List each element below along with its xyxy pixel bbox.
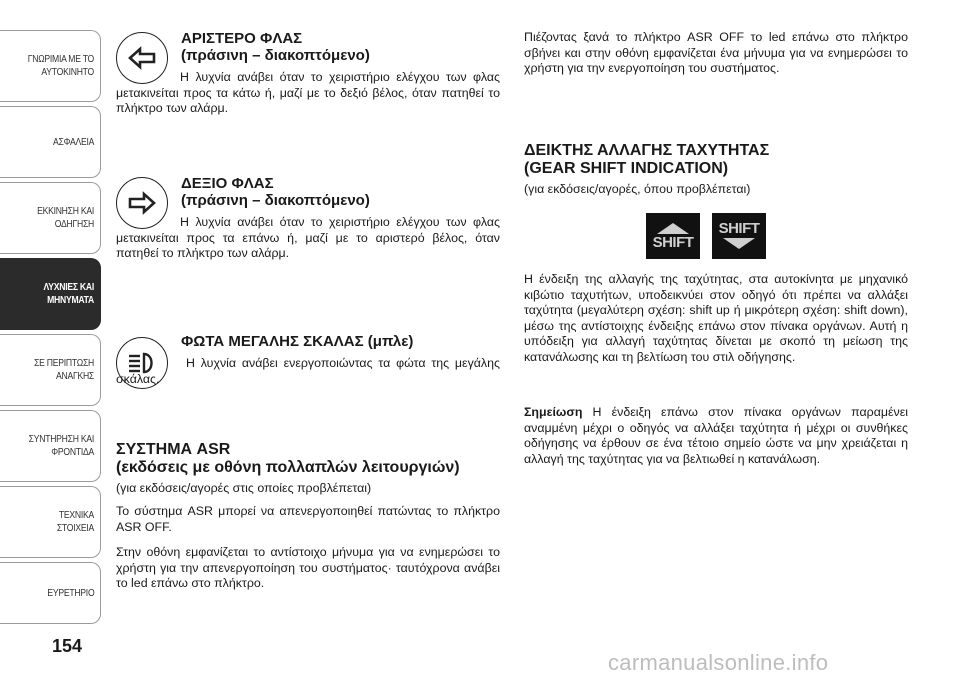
tab-emergency[interactable]: ΣΕ ΠΕΡΙΠΤΩΣΗ ΑΝΑΓΚΗΣ — [0, 334, 101, 406]
gsi-note — [524, 405, 908, 467]
shift-down-indicator — [712, 213, 766, 259]
shift-down-label: SHIFT — [718, 220, 760, 237]
asr-paragraph-2: Στην οθόνη εμφανίζεται το αντίστοιχο μήνυμα για να ενημερώσει το χρήστη για την απενεργοποίηση του συστήματος· ταυτόχρονα ανάβει το led επάνω στο πλήκτρο. — [116, 545, 500, 590]
triangle-down-icon — [719, 237, 759, 251]
tab-starting-driving[interactable]: ΕΚΚΙΝΗΣΗ ΚΑΙ ΟΔΗΓΗΣΗ — [0, 182, 101, 254]
high-beam-text: Η λυχνία ανάβει ενεργοποιώντας τα φώτα της μεγάλης σκάλας. — [116, 356, 500, 386]
gsi-subtitle: (για εκδόσεις/αγορές, όπου προβλέπεται) — [524, 182, 751, 196]
page-number: 154 — [52, 636, 83, 656]
right-turn-title: ΔΕΞΙΟ ΦΛΑΣ — [181, 175, 274, 192]
tab-maintenance[interactable]: ΣΥΝΤΗΡΗΣΗ ΚΑΙ ΦΡΟΝΤΙΔΑ — [0, 410, 101, 482]
asr-subtitle: (για εκδόσεις/αγορές στις οποίες προβλέπεται) — [116, 481, 372, 495]
shift-up-indicator — [646, 213, 700, 259]
left-turn-subtitle: (πράσινη – διακοπτόμενο) — [181, 47, 370, 64]
tab-technical[interactable]: ΤΕΧΝΙΚΑ ΣΤΟΙΧΕΙΑ — [0, 486, 101, 558]
left-turn-title: ΑΡΙΣΤΕΡΟ ΦΛΑΣ — [181, 30, 303, 47]
asr-title-2: (εκδόσεις με οθόνη πολλαπλών λειτουργιών) — [116, 459, 460, 476]
note-label: Σημείωση — [524, 405, 583, 419]
tab-index[interactable]: ΕΥΡΕΤΗΡΙΟ — [0, 562, 101, 624]
tab-safety[interactable]: ΑΣΦΑΛΕΙΑ — [0, 106, 101, 178]
asr-paragraph-1: Το σύστημα ASR μπορεί να απενεργοποιηθεί πατώντας το πλήκτρο ASR OFF. — [116, 504, 500, 534]
note-text: Η ένδειξη επάνω στον πίνακα οργάνων παραμένει αναμμένη μέχρι ο οδηγός να αλλάξει ταχύτητα ή μέχρι οι συνθήκες οδήγησης να έρθουν σε ένα τέτοιο σημείο ώστε να μην χρειάζεται η αλλαγή της ταχύτητας για να βελτιωθεί η κατανάλωση. — [524, 405, 908, 466]
high-beam-title: ΦΩΤΑ ΜΕΓΑΛΗΣ ΣΚΑΛΑΣ (μπλε) — [181, 333, 414, 350]
gsi-title-2: (GEAR SHIFT INDICATION) — [524, 160, 729, 177]
gsi-paragraph: Η ένδειξη της αλλαγής της ταχύτητας, στα αυτοκίνητα με μηχανικό κιβώτιο ταχυτήτων, υποδεικνύει στον οδηγό ότι πρέπει να αλλάξει ταχύτητα (μεγαλύτερη σχέση: shift up ή μικρότερη σχέση: shift down), μέσω της αντίστοιχης ένδειξης επάνω στον πίνακα οργάνων. Αυτή η υπόδειξη για αλλαγή ταχύτητας δίνεται με σκοπό τη μείωση της κατανάλωσης και τη βελτίωση του στιλ οδήγησης. — [524, 272, 908, 364]
tab-warning-lights[interactable]: ΛΥΧΝΙΕΣ ΚΑΙ ΜΗΝΥΜΑΤΑ — [0, 258, 101, 330]
watermark: carmanualsonline.info — [608, 650, 829, 675]
gsi-title: ΔΕΙΚΤΗΣ ΑΛΛΑΓΗΣ ΤΑΧΥΤΗΤΑΣ — [524, 142, 770, 159]
asr-paragraph-3: Πιέζοντας ξανά το πλήκτρο ASR OFF το led επάνω στο πλήκτρο σβήνει και στην οθόνη εμφανίζεται ένα μήνυμα για να ενημερώσει το χρήστη για την ενεργοποίηση του συστήματος. — [524, 30, 908, 75]
left-turn-text: Η λυχνία ανάβει όταν το χειριστήριο ελέγχου των φλας μετακινείται προς τα κάτω ή, μαζί με το δεξιό βέλος, όταν πατηθεί το πλήκτρο των αλάρμ. — [116, 70, 500, 115]
asr-title: ΣΥΣΤΗΜΑ ASR — [116, 441, 231, 458]
triangle-up-icon — [653, 221, 693, 235]
right-turn-text: Η λυχνία ανάβει όταν το χειριστήριο ελέγχου των φλας μετακινείται προς τα επάνω ή, μαζί με το αριστερό βέλος, όταν πατηθεί το πλήκτρο των αλάρμ. — [116, 215, 500, 260]
tab-getting-to-know[interactable]: ΓΝΩΡΙΜΙΑ ΜΕ ΤΟ ΑΥΤΟΚΙΝΗΤΟ — [0, 30, 101, 102]
chapter-sidebar — [0, 0, 103, 677]
shift-up-label: SHIFT — [652, 234, 694, 251]
right-turn-subtitle: (πράσινη – διακοπτόμενο) — [181, 192, 370, 209]
